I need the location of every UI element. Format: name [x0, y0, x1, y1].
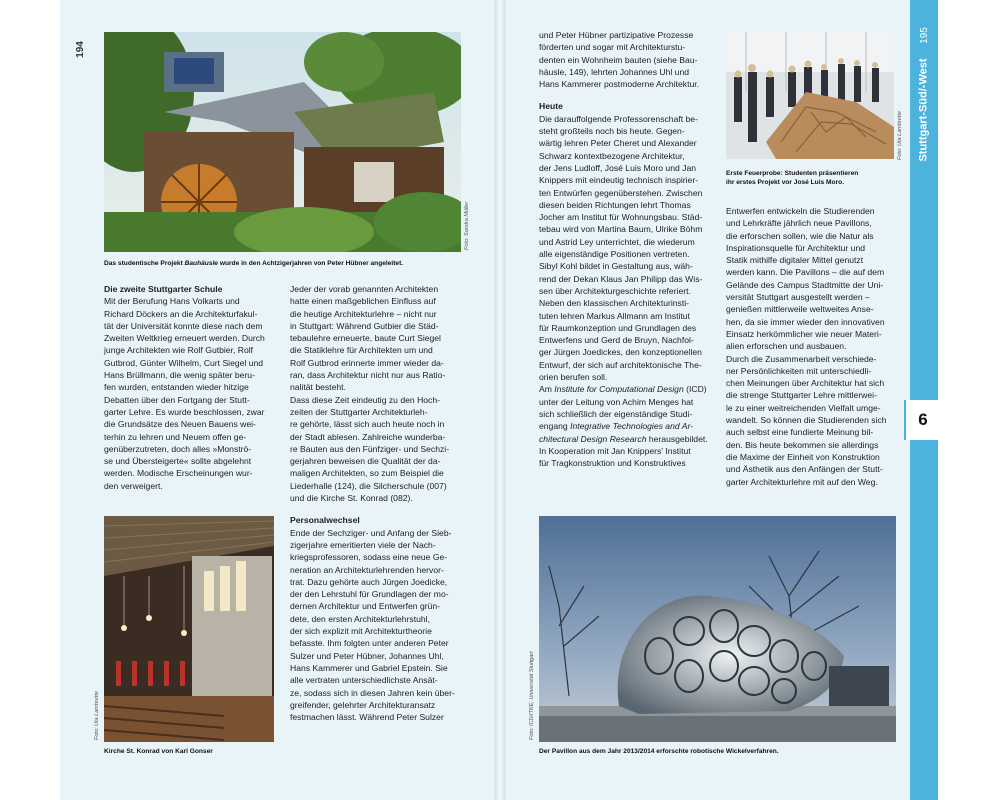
konrad-church-photo [104, 516, 274, 742]
col3-line: und Peter Hübner partizipative Prozesse [539, 30, 694, 40]
col4-line: ner Persönlichkeiten mit unterschiedli- [726, 365, 872, 376]
col2-line: Sulzer und Peter Hübner, Johannes Uhl, [290, 650, 444, 661]
col4-line: alien erforschen und ausbauen. [726, 341, 847, 352]
col2-line: re gehörte, lässt sich auch heute noch in [290, 419, 445, 430]
col2-line: der sich explizit mit Architekturtheorie [290, 626, 432, 637]
col2-line: hatte einen maßgeblichen Einfluss auf [290, 296, 436, 307]
book-gutter [494, 0, 506, 800]
col3-line-itech: chitectural Design Research herausgebildet. [539, 433, 708, 444]
bauhaeusle-photo-credit: Foto: Sandra Müller [464, 201, 470, 250]
col2-line: befasste. Ihm folgten unter anderen Peter [290, 638, 449, 649]
col1-line: Gutbrod, Günter Wilhelm, Curt Siegel und [104, 357, 264, 368]
col3-line: In Kooperation mit Jan Knippers' Institut [539, 445, 691, 456]
col3-line: und Astrid Ley unterrichtet, die wiederum [539, 236, 695, 247]
col3-line: Die darauffolgende Professorenschaft be- [539, 113, 698, 124]
col4-line: den. Bis heute bekommen sie allerdings [726, 439, 879, 450]
col2-line: Liederhalle (124), die Silcherschule (007) [290, 480, 447, 491]
col1-line: Debatten über den Fortgang der Stutt- [104, 394, 250, 405]
col3-line: der Jens Ludloff, José Luis Moro und Jan [539, 162, 697, 173]
col1-line: Hans Brüllmann, die wenig später beru- [104, 370, 255, 381]
col4-line: die Maxime der Einheit von Konstruktion [726, 451, 880, 462]
col3-line: diesen beiden Richtungen lehrt Thomas [539, 199, 691, 210]
col2-line: dernen Architektur und Entwerfen grün- [290, 601, 441, 612]
col2-line: in Stuttgart: Während Gutbier die Städ- [290, 320, 439, 331]
col1-line: tät der Universität konnte diese nach dem [104, 320, 263, 331]
col4-line: und Ästhetik aus den Anfängen der Stutt- [726, 464, 883, 475]
col2-line: nalität besteht. [290, 382, 346, 393]
col3-line: Schwarz kontextbezogene Architektur, [539, 150, 685, 161]
col2-line: zeiten der Stuttgarter Architekturleh- [290, 406, 428, 417]
col4-line: Statik mithilfe digitaler Mittel genutzt [726, 255, 864, 266]
col4-line: die erforschen sollen, wie die Natur als [726, 230, 874, 241]
col4-line: die strenge Stuttgarter Lehre mittlerwei- [726, 390, 877, 401]
col3-line: ger Jürgen Joedickes, den konzeptionellen [539, 347, 702, 358]
col2-line: die heutige Architekturlehre – nicht nur [290, 308, 437, 319]
col2-line: Jeder der vorab genannten Architekten [290, 284, 439, 294]
col3-line: sich schließlich der eigenständige Studi- [539, 408, 693, 419]
col2-line: Hans Kammerer und Gabriel Epstein. Sie [290, 662, 448, 673]
text-column-3 [539, 29, 711, 469]
heading-personalwechsel: Personalwechsel [290, 515, 360, 526]
col4-line: wandelt. So können die Studierenden sich [726, 415, 887, 426]
col2-line: re Bauten aus den Fünfziger- und Sechzi- [290, 443, 450, 454]
col1-line: se und Übersteigerte« sollte abgelehnt [104, 456, 252, 467]
col1-line: terhin zu lehren und Neuem offen ge- [104, 431, 247, 442]
col2-line: dete, den ersten Architekturlehrstuhl, [290, 613, 430, 624]
text-column-1 [104, 283, 274, 492]
col4-line: auch selbst eine fundierte Meinung bil- [726, 427, 874, 438]
col1-line: werden. Modische Erscheinungen wur- [104, 468, 253, 479]
col4-line: chen Meinungen über Architektur hat sich [726, 378, 885, 389]
col3-line: für Raumkonzeption und Grundlagen des [539, 322, 697, 333]
col3-line: wärtig lehren Peter Cheret und Alexander [539, 138, 697, 149]
col2-line: alle vertraten unterschiedlichste Ansät- [290, 675, 438, 686]
chapter-number: 6 [904, 400, 940, 440]
col4-line: genießen mittlerweile weltweites Anse- [726, 304, 874, 315]
bauhaeusle-photo [104, 32, 461, 252]
col1-line: Zweiten Weltkrieg erneuert werden. Durch [104, 333, 265, 344]
col3-line: Hans Kammerer postmoderne Architektur. [539, 79, 700, 90]
col3-line: Entwurf, der sich auf architektonische The- [539, 359, 702, 370]
col2-line: Ende der Sechziger- und Anfang der Sieb- [290, 527, 452, 538]
col3-line: tuten lehren Markus Allmann am Institut [539, 310, 690, 321]
konrad-caption: Kirche St. Konrad von Karl Gonser [104, 748, 213, 755]
col2-line: ran, dass Architektur nicht nur aus Ratio- [290, 370, 446, 381]
col3-line: steht großteils noch bis heute. Gegen- [539, 126, 685, 137]
pavilion-caption: Der Pavillon aus dem Jahr 2013/2014 erforschte robotische Wickelverfahren. [539, 748, 779, 755]
col4-line: Einsatz herkömmlicher wie neuer Materi- [726, 328, 882, 339]
col4-line: versität Stuttgart ausgestellt werden – [726, 292, 870, 303]
pavilion-photo-credit: Foto: ICD/ITKE, Universität Stuttgart [529, 651, 535, 740]
col3-line: förderten und sogar mit Architekturstu- [539, 42, 686, 53]
students-photo-credit: Foto: Uta Lambrette [897, 111, 903, 160]
col2-line: der den Lehrstuhl für Grundlagen der mo- [290, 589, 449, 600]
col1-line: garter Lehre. Es wurde beschlossen, zwar [104, 406, 265, 417]
text-column-4 [726, 205, 896, 488]
col3-line: sen über Architekturgeschichte referiert. [539, 285, 691, 296]
col3-line: rend der Dekan Klaus Jan Philipp das Wis- [539, 273, 703, 284]
col4-line: Durch die Zusammenarbeit verschiede- [726, 353, 877, 364]
col2-line: trat. Dazu gehörte auch Jürgen Joedicke, [290, 576, 448, 587]
col3-line: tebau wird von Martina Baum, Ulrike Böhm [539, 224, 703, 235]
col1-line: die Grundsätze des Neuen Bauens wei- [104, 419, 256, 430]
col3-line-icd: Am Institute for Computational Design (ICD) [539, 384, 707, 395]
col2-line: greifender, gelehrter Architekturansatz [290, 699, 436, 710]
col1-line: Mit der Berufung Hans Volkarts und [104, 296, 240, 307]
col1-line: den verweigert. [104, 480, 163, 491]
col2-line: neration an Architekturlehrenden hervor- [290, 564, 444, 575]
col2-line: festmachen lässt. Während Peter Sulzer [290, 712, 444, 723]
col2-line: tebaulehre erneuerte, baute Curt Siegel [290, 333, 441, 344]
section-tab-label: Stuttgart-Süd/-West [918, 58, 931, 162]
left-page-number: 194 [74, 40, 86, 58]
col2-line: gerjahren beweisen die Qualität der da- [290, 456, 441, 467]
col2-line: und die Kirche St. Konrad (082). [290, 493, 413, 504]
col3-line: Knippers mit eindeutig technisch inspirier- [539, 175, 699, 186]
col2-line: ze, sodass sich in diesen Jahren kein über- [290, 687, 455, 698]
col4-line: werden kann. Die Pavillons – die auf dem [726, 267, 885, 278]
col4-line: le zu einer weitreichenden Vielfalt umge- [726, 402, 881, 413]
text-column-2 [290, 283, 462, 723]
col4-line: garter Architekturlehre mit auf den Weg. [726, 476, 878, 487]
heading-zweite-schule: Die zweite Stuttgarter Schule [104, 284, 223, 294]
col3-line-itech: engang Integrative Technologies and Ar- [539, 421, 694, 432]
col4-line: und Lehrkräfte jährlich neue Pavillons, [726, 218, 872, 229]
right-page-number: 195 [918, 27, 930, 44]
col3-line: für Tragkonstruktion und Konstruktives [539, 458, 686, 469]
col3-line: orien berufen soll. [539, 372, 608, 383]
col1-line: fen wurden, entstanden wieder hitzige [104, 382, 249, 393]
pavilion-photo [539, 516, 896, 742]
students-caption: Erste Feuerprobe: Studenten präsentieren ihr erstes Projekt vor José Luis Moro. [726, 170, 859, 186]
col2-line: kriegsprofessoren, sodass eine neue Ge- [290, 552, 448, 563]
students-photo [726, 32, 894, 159]
bauhaeusle-caption: Das studentische Projekt Bauhäusle wurde in den Achtzigerjahren von Peter Hübner angeleitet. [104, 260, 404, 267]
col3-line: häusle, 149), lehrten Johannes Uhl und [539, 66, 690, 77]
col2-line: Dass diese Zeit eindeutig zu den Hoch- [290, 394, 440, 405]
heading-heute: Heute [539, 101, 563, 112]
col1-line: genüberzutreten, doch alles »Monströ- [104, 443, 252, 454]
col2-line: der Stadt ablesen. Zahlreiche wunderba- [290, 431, 446, 442]
col3-line: Neben den klassischen Architekturinsti- [539, 298, 689, 309]
col3-line: unter der Leitung von Achim Menges hat [539, 396, 694, 407]
konrad-photo-credit: Foto: Uta Lambrette [94, 691, 100, 740]
col2-line: die Statiklehre für Architekten um und [290, 345, 433, 356]
col4-line: Entwerfen entwickeln die Studierenden [726, 206, 875, 216]
col3-line: Entwerfens und Gerd de Bruyn, Nachfol- [539, 335, 694, 346]
col2-line: zigerjahre emeritierten viele der Nach- [290, 539, 436, 550]
col3-line: denten ein Wohnheim bauten (siehe Bau- [539, 54, 698, 65]
col2-line: Rolf Gutbrod erinnerte immer wieder da- [290, 357, 444, 368]
col4-line: Inspirationsquelle für Architektur und [726, 242, 866, 253]
col2-line: maligen Architekten, so zum Beispiel die [290, 468, 444, 479]
col4-line: hen, da sie immer wieder den innovativen [726, 316, 885, 327]
col4-line: Gelände des Campus Stadtmitte der Uni- [726, 279, 884, 290]
col1-line: Richard Döckers an die Architekturfakul- [104, 308, 258, 319]
col3-line: Jocher am Institut für Wohnungsbau. Städ- [539, 212, 703, 223]
col3-line: alle eigenständige Positionen vertreten. [539, 249, 690, 260]
col1-line: junge Architekten wie Rolf Gutbier, Rolf [104, 345, 254, 356]
col3-line: ten Entwürfen gegenüberstehen. Zwischen [539, 187, 703, 198]
col3-line: Sibyl Kohl bildet in Gestaltung aus, wäh- [539, 261, 693, 272]
